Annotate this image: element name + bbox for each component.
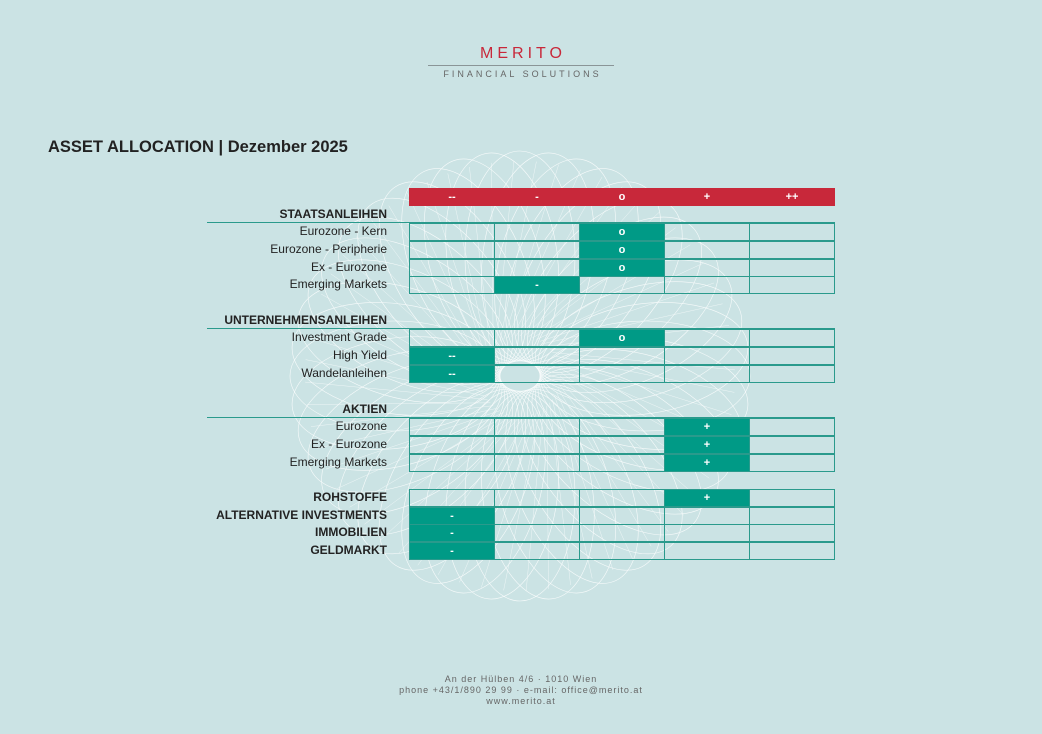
row-label: Emerging Markets [289, 277, 387, 291]
allocation-cell [664, 241, 750, 259]
row-label: Wandelanleihen [301, 366, 387, 380]
allocation-marker-cell: - [409, 524, 495, 542]
allocation-cell [494, 223, 580, 241]
row-label: ALTERNATIVE INVESTMENTS [216, 508, 387, 522]
page-title: ASSET ALLOCATION | Dezember 2025 [48, 138, 348, 156]
allocation-cell [664, 507, 750, 525]
scale-header-bar [409, 188, 835, 206]
allocation-cell [409, 223, 495, 241]
allocation-marker-cell: o [579, 241, 665, 259]
allocation-cell [749, 223, 835, 241]
allocation-cell [409, 259, 495, 277]
allocation-cell [664, 542, 750, 560]
row-label: Eurozone [335, 419, 387, 433]
footer-web: www.merito.at [486, 696, 556, 706]
allocation-cell [664, 276, 750, 294]
allocation-marker-cell: -- [409, 365, 495, 383]
allocation-cell [579, 276, 665, 294]
allocation-cell [664, 223, 750, 241]
allocation-cell [579, 542, 665, 560]
allocation-cell [749, 418, 835, 436]
allocation-marker-cell: -- [409, 347, 495, 365]
row-label: Ex - Eurozone [310, 260, 387, 274]
allocation-cell [494, 489, 580, 507]
row-label: Ex - Eurozone [310, 437, 387, 451]
allocation-cell [494, 436, 580, 454]
allocation-cell [579, 507, 665, 525]
brand-tagline: FINANCIAL SOLUTIONS [443, 69, 602, 79]
allocation-cell [749, 365, 835, 383]
scale-header-cell: o [618, 191, 626, 203]
allocation-marker-cell: o [579, 329, 665, 347]
brand-name: MERITO [480, 45, 566, 62]
section-title: AKTIEN [342, 402, 387, 416]
allocation-cell [579, 454, 665, 472]
row-label: Eurozone - Kern [299, 224, 387, 238]
section-title: STAATSANLEIHEN [279, 207, 387, 221]
allocation-marker-cell: + [664, 436, 750, 454]
allocation-cell [749, 542, 835, 560]
row-label: Investment Grade [291, 330, 387, 344]
allocation-cell [749, 507, 835, 525]
allocation-marker-cell: - [494, 276, 580, 294]
allocation-cell [579, 436, 665, 454]
allocation-cell [579, 418, 665, 436]
allocation-cell [409, 454, 495, 472]
allocation-cell [749, 259, 835, 277]
logo-divider [428, 65, 614, 66]
allocation-cell [664, 365, 750, 383]
rosette-ray [307, 403, 490, 405]
row-label: GELDMARKT [310, 543, 387, 557]
allocation-cell [579, 524, 665, 542]
allocation-cell [494, 454, 580, 472]
allocation-cell [494, 507, 580, 525]
row-label: Eurozone - Peripherie [270, 242, 387, 256]
allocation-cell [409, 418, 495, 436]
section-title: UNTERNEHMENSANLEIHEN [224, 313, 387, 327]
allocation-cell [664, 347, 750, 365]
allocation-marker-cell: + [664, 489, 750, 507]
allocation-cell [749, 347, 835, 365]
allocation-cell [494, 259, 580, 277]
allocation-marker-cell: + [664, 418, 750, 436]
allocation-cell [494, 365, 580, 383]
allocation-cell [409, 436, 495, 454]
allocation-marker-cell: - [409, 542, 495, 560]
allocation-cell [409, 329, 495, 347]
allocation-cell [749, 329, 835, 347]
merito-logo [0, 45, 1042, 79]
row-label: High Yield [332, 348, 387, 362]
allocation-marker-cell: o [579, 223, 665, 241]
allocation-cell [494, 418, 580, 436]
scale-header-cell: - [535, 191, 539, 203]
scale-header-cell: -- [448, 191, 456, 203]
allocation-cell [749, 524, 835, 542]
row-label: IMMOBILIEN [315, 525, 387, 539]
footer-address: An der Hülben 4/6 · 1010 Wien [444, 674, 598, 684]
allocation-marker-cell: o [579, 259, 665, 277]
footer [0, 674, 1042, 707]
allocation-cell [494, 542, 580, 560]
row-label: ROHSTOFFE [313, 490, 387, 504]
footer-contact: phone +43/1/890 29 99 · e-mail: office@merito.at [399, 685, 643, 695]
allocation-cell [749, 454, 835, 472]
scale-header-cell: + [703, 191, 711, 203]
allocation-cell [749, 276, 835, 294]
allocation-cell [664, 259, 750, 277]
row-label: Emerging Markets [289, 455, 387, 469]
allocation-cell [749, 436, 835, 454]
allocation-cell [494, 241, 580, 259]
allocation-marker-cell: + [664, 454, 750, 472]
allocation-cell [494, 524, 580, 542]
allocation-cell [409, 489, 495, 507]
allocation-cell [409, 241, 495, 259]
allocation-cell [494, 347, 580, 365]
allocation-cell [749, 489, 835, 507]
allocation-cell [664, 524, 750, 542]
allocation-marker-cell: - [409, 507, 495, 525]
allocation-cell [579, 365, 665, 383]
allocation-cell [494, 329, 580, 347]
allocation-cell [579, 489, 665, 507]
scale-header-cell: ++ [785, 191, 799, 203]
allocation-cell [664, 329, 750, 347]
allocation-cell [579, 347, 665, 365]
allocation-cell [409, 276, 495, 294]
allocation-cell [749, 241, 835, 259]
